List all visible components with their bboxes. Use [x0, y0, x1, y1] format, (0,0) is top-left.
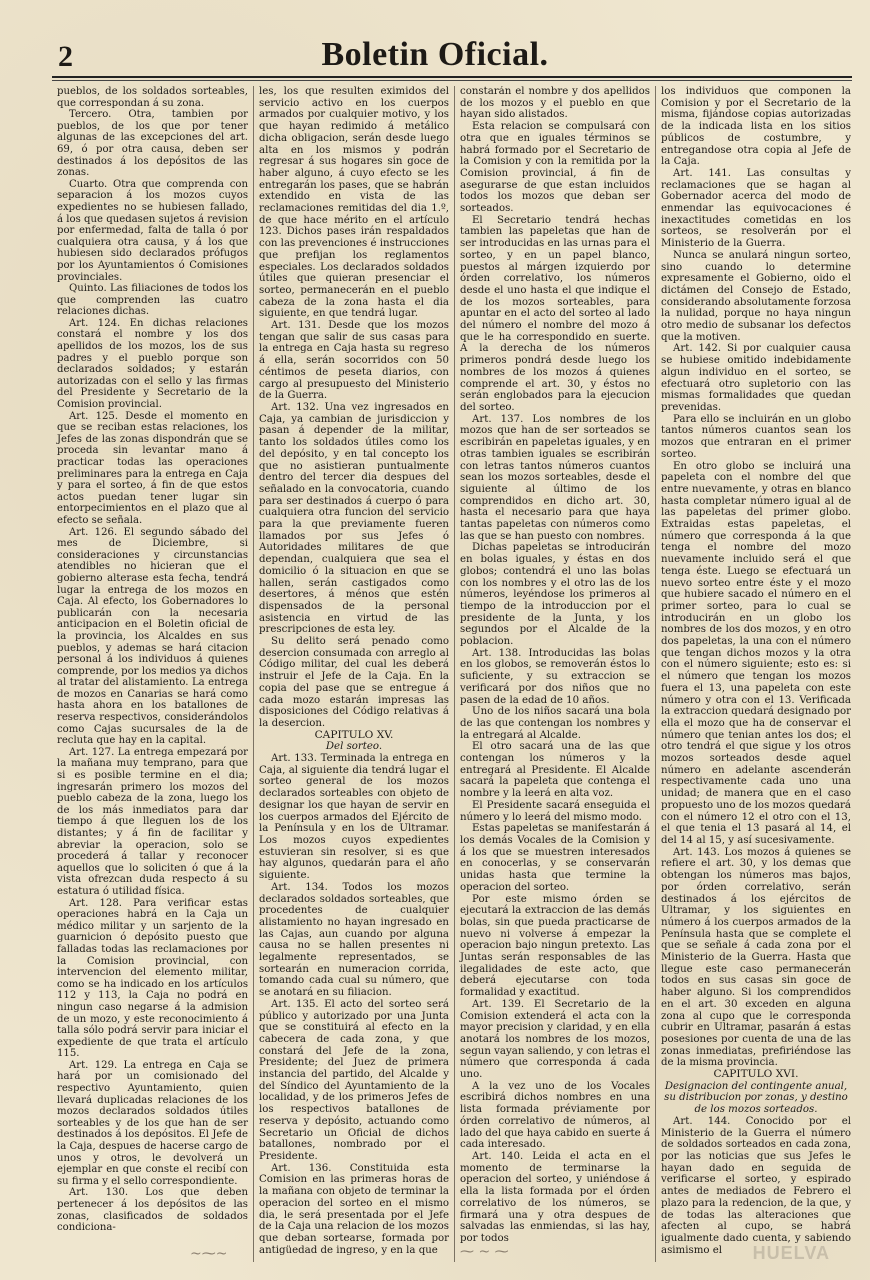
chapter-heading: CAPITULO XV. [314, 728, 394, 741]
article-paragraph: Art. 130. Los que deben pertenecer á los depósitos de las zonas, clasificados de soldados condiciona- [57, 1187, 248, 1234]
article-paragraph: Art. 143. Los mozos á quienes se refiere el art. 30, y los demas que obtengan los números mas bajos, por órden correlativo, serán destinados á los ejércitos de Ultramar, y los siguientes en número á los cuerpos armados de la Península hasta que se complete el que se señale á cada zona por el Ministerio de la Guerra. Hasta que llegue este caso permanecerán todos en sus casas sin goce de haber alguno. Si los comprendidos en el art. 30 exceden en alguna zona al cupo que le corresponda cubrir en Ultramar, pasarán á estas posesiones por cuenta de una de las zonas inmediatas, prefiriéndose las de la misma provincia. [661, 846, 851, 1069]
chapter-heading: CAPITULO XVI. [713, 1068, 799, 1081]
article-paragraph: Art. 132. Una vez ingresados en Caja, ya cambian de jurisdiccion y pasan á depender de la militar, tanto los soldados útiles como los del depósito, y en tal concepto los que no asistieran puntualmente dentro del tercer dia despues del señalado en la convocatoria, cuando para ser destinados á cuerpo ó para cualquiera otra funcion del servicio para la que previamente fueren llamados por sus Jefes ó Autoridades militares de que dependan, cualquiera que sea el domicilio ó la situacion en que se hallen, serán castigados como desertores, á ménos que estén dispensados de la personal asistencia en virtud de las prescripciones de esta ley. [259, 401, 449, 636]
article-paragraph: Art. 129. La entrega en Caja se hará por un comisionado del respectivo Ayuntamiento, quien llevará duplicadas relaciones de los mozos declarados soldados útiles sorteables y de los que han de ser destinados á los depósitos. El Jefe de la Caja, despues de hacerse cargo de unos y otros, le devolverá un ejemplar en que conste el recibí con su firma y el sello correspondiente. [57, 1059, 248, 1187]
article-paragraph: pueblos, de los soldados sorteables, que correspondan á su zona. [57, 86, 248, 109]
article-paragraph: Art. 125. Desde el momento en que se reciban estas relaciones, los Jefes de las zonas dispondrán que se proceda sin levantar mano á practicar todas las operaciones preliminares para la entrega en Caja y para el sorteo, á fin de que estos actos puedan tener lugar sin entorpecimientos en el plazo que al efecto se señala. [57, 410, 248, 526]
article-paragraph: Art. 136. Constituida esta Comision en las primeras horas de la mañana con objeto de terminar la operacion del sorteo en el mismo dia, le será presentada por el Jefe de la Caja una relacion de los mozos que deban sortearse, formada por antigüedad de ingreso, y en la que [259, 1162, 449, 1256]
article-paragraph: Art. 135. El acto del sorteo será público y autorizado por una Junta que se constituirá al efecto en la cabecera de cada zona, y que constará del Jefe de la zona, Presidente; del Juez de primera instancia del partido, del Alcalde y del Síndico del Ayuntamiento de la localidad, y de los primeros Jefes de los respectivos batallones de reserva y depósito, actuando como Secretario un Oficial de dichos batallones, nombrado por el Presidente. [259, 998, 449, 1162]
chapter-subheading: Designacion del contingente anual, su distribucion por zonas, y destino de los mozos sorteados. [664, 1080, 848, 1116]
article-paragraph: Art. 131. Desde que los mozos tengan que salir de sus casas para la entrega en Caja hasta su regreso á ella, serán socorridos con 50 céntimos de peseta diarios, con cargo al presupuesto del Ministerio de la Guerra. [259, 320, 449, 402]
article-paragraph: Su delito será penado como desercion consumada con arreglo al Código militar, del cual les deberá instruir el Jefe de la Caja. En la copia del pase que se entregue á cada mozo estarán impresas las disposiciones del Código relativas á la desercion. [259, 636, 449, 729]
article-paragraph: Nunca se anulará ningun sorteo, sino cuando lo determine expresamente el Gobierno, oido el dictámen del Consejo de Estado, considerando absolutamente forzosa la nulidad, porque no haya ningun otro medio de subsanar los defectos que la motiven. [661, 249, 851, 343]
article-paragraph: Art. 124. En dichas relaciones constará el nombre y los dos apellidos de los mozos, los de sus padres y el pueblo porque son declarados soldados; y estarán autorizadas con el sello y las firmas del Presidente y Secretario de la Comision provincial. [57, 317, 248, 411]
article-paragraph: Dichas papeletas se introducirán en bolas iguales, y éstas en dos globos; contendrá el uno las bolas con los nombres y el otro las de los números, leyéndose los primeros al tiempo de la introduccion por el presidente de la Junta, y los segundos por el Alcalde de la poblacion. [460, 542, 650, 648]
article-paragraph: Por este mismo órden se ejecutará la extraccion de las demás bolas, sin que pueda practicarse de nuevo ni volverse á empezar la operacion bajo ningun pretexto. Las Juntas serán responsables de las ilegalidades de este acto, que deberá ejecutarse con toda formalidad y exactitud. [460, 893, 650, 999]
article-paragraph: Art. 126. El segundo sábado del mes de Diciembre, si consideraciones y circunstancias atendibles no hicieran que el gobierno alterase esta fecha, tendrá lugar la entrega de los mozos en Caja. Al efecto, los Gobernadores lo publicarán con la necesaria anticipacion en el Boletin oficial de la provincia, los Alcaldes en sus pueblos, y ademas se hará citacion personal á los individuos á quienes comprende, por los medios ya dichos al tratar del alistamiento. La entrega de mozos en Canarias se hará como hasta ahora en los batallones de reserva respectivos, considerándolos como Cajas sucursales de la de recluta que hay en la capital. [57, 526, 248, 747]
archive-watermark: HUELVA [752, 1243, 830, 1263]
column-3 [454, 86, 655, 1262]
text-columns [52, 86, 856, 1262]
article-paragraph: constarán el nombre y dos apellidos de los mozos y el pueblo en que hayan sido alistados. [460, 86, 650, 121]
article-paragraph: En otro globo se incluirá una papeleta con el nombre del que entre nuevamente, y otras en blanco hasta completar número igual al de las papeletas del primer globo. Extraidas estas papeletas, el número que corresponda á la que tenga el nombre del mozo nuevamente incluido será el que tenga éste. Luego se efectuará un nuevo sorteo entre éste y el mozo que hubiere sacado el número en el primer sorteo, para lo cual se introducirán en un globo los nombres de los dos mozos, y en otro dos papeletas, la una con el número que tengan dichos mozos y la otra con el número siguiente; esto es: si el número que tengan los mozos fuera el 13, una papeleta con este número y otra con el 13. Verificada la extraccion quedará designado por ella el mozo que ha de conservar el número que tenian antes los dos; el otro tendrá el que sigue y los otros mozos sorteados desde aquel número en adelante ascenderán respectivamente cada uno una unidad; de manera que en el caso propuesto uno de los mozos quedará con el número 12 el otro con el 13, el que tenia el 13 pasará al 14, el del 14 al 15, y así sucesivamente. [661, 460, 851, 846]
article-paragraph: Art. 133. Terminada la entrega en Caja, al siguiente dia tendrá lugar el sorteo general de los mozos declarados sorteables con objeto de designar los que hayan de servir en los cuerpos armados del Ejército de la Península y en los de Ultramar. Los mozos cuyos expedientes estuvieran sin resolver, si es que hay algunos, quedarán para el año siguiente. [259, 753, 449, 882]
article-paragraph: Art. 137. Los nombres de los mozos que han de ser sorteados se escribirán en papeletas iguales, y en otras tambien iguales se escribirán con letras tantos números cuantos sean los mozos sorteables, desde el siguiente al último de los comprendidos en dicho art. 30, hasta el necesario para que haya tantas papeletas con números como las que se han puesto con nombres. [460, 413, 650, 542]
column-4 [655, 86, 856, 1262]
article-paragraph: Art. 141. Las consultas y reclamaciones que se hagan al Gobernador acerca del modo de enmendar las equivocaciones é inexactitudes cometidas en los sorteos, se resolverán por el Ministerio de la Guerra. [661, 167, 851, 250]
article-paragraph: Cuarto. Otra que comprenda con separacion á los mozos cuyos expedientes no se hubiesen fallado, á los que quedasen sujetos á revision por enfermedad, falta de talla ó por cualquiera otra causa, y á los que hubiesen sido declarados prófugos por los Ayuntamientos ó Comisiones provinciales. [57, 178, 248, 283]
article-paragraph: Quinto. Las filiaciones de todos los que comprenden las cuatro relaciones dichas. [57, 283, 248, 318]
ink-mark-ornament: ⁓ ~ ⁓ [460, 1244, 509, 1260]
article-paragraph: Art. 127. La entrega empezará por la mañana muy temprano, para que si es posible termine en el dia; ingresarán primero los mozos del pueblo cabeza de la zona, luego los de los más inmediatos para dar tiempo á que lleguen los de los distantes; y á fin de facilitar y abreviar la operacion, solo se procederá á tallar y reconocer aquellos que lo soliciten ó que á la vista ofrezcan duda respecto á su estatura ó utilidad física. [57, 746, 248, 897]
article-paragraph: Art. 128. Para verificar estas operaciones habrá en la Caja un médico militar y un sarjento de la guarnicion ó depósito puesto que falladas todas las reclamaciones por la Comision provincial, con intervencion del elemento militar, como se ha indicado en los artículos 112 y 113, la Caja no podrá en ningun caso negarse á la admision de un mozo, y este reconocimiento á talla sólo podrá servir para iniciar el expediente de que trata el artículo 115. [57, 897, 248, 1060]
article-paragraph: los individuos que componen la Comision y por el Secretario de la misma, fijándose copias autorizadas de la indicada lista en los sitios públicos de costumbre, y entregandose otra copia al Jefe de la Caja. [661, 86, 851, 168]
article-paragraph: El otro sacará una de las que contengan los números y la entregará al Presidente. El Alcalde sacará la papeleta que contenga el nombre y la leerá en alta voz. [460, 741, 650, 800]
article-paragraph: Para ello se incluirán en un globo tantos números cuantos sean los mozos que entraran en el primer sorteo. [661, 413, 851, 460]
article-paragraph: Art. 140. Leida el acta en el momento de terminarse la operacion del sorteo, y uniéndose á ella la lista formada por el órden correlativo de los números, se firmará una y otra despues de salvadas las enmiendas, si las hay, por todos [460, 1150, 650, 1244]
article-paragraph: les, los que resulten eximidos del servicio activo en los cuerpos armados por cualquier motivo, y los que hayan redimido á metálico dicha obligacion, serán desde luego alta en los mismos y podrán regresar á sus hogares sin goce de haber alguno, á cuyo efecto se les entregarán los pases, que se habrán extendido en vista de las reclamaciones remitidas del dia 1.º, de que hace mérito en el artículo 123. Dichos pases irán respaldados con las prevenciones é instrucciones que prefijan los reglamentos especiales. Los declarados soldados útiles que quieran presenciar el sorteo, permanecerán en el pueblo cabeza de la zona hasta el dia siguiente, en que tendrá lugar. [259, 86, 449, 320]
page-number: 2 [58, 40, 73, 73]
article-paragraph: A la vez uno de los Vocales escribirá dichos nombres en una lista formada préviamente por órden correlativo de números, al lado del que haya cabido en suerte á cada interesado. [460, 1080, 650, 1151]
article-paragraph: Tercero. Otra, tambien por pueblos, de los que por tener algunas de las excepciones del art. 69, ó por otra causa, deben ser destinados á los depósitos de las zonas. [57, 109, 248, 179]
article-paragraph: Art. 138. Introducidas las bolas en los globos, se removerán éstos lo suficiente, y su extraccion se verificará por dos niños que no pasen de la edad de 10 años. [460, 647, 650, 706]
chapter-subheading: Del sorteo. [325, 741, 383, 753]
article-paragraph: Art. 144. Conocido por el Ministerio de la Guerra el número de soldados sorteados en cada zona, por las noticias que sus Jefes le hayan dado en seguida de verificarse el sorteo, y espirado antes de mediados de Febrero el plazo para la redencion, de la que, y de todas las alteraciones que afecten al cupo, se habrá igualmente dado cuenta, y sabiendo asimismo el [661, 1115, 851, 1256]
masthead-title: Boletin Oficial. [321, 36, 549, 73]
header-rule [52, 76, 852, 78]
article-paragraph: Art. 139. El Secretario de la Comision extenderá el acta con la mayor precision y claridad, y en ella anotará los nombres de los mozos, segun vayan saliendo, y con letras el número que corresponda á cada uno. [460, 998, 650, 1081]
article-paragraph: Estas papeletas se manifestarán á los demás Vocales de la Comision y á los que se muestren interesados en conocerlas, y se conservarán unidas hasta que termine la operacion del sorteo. [460, 823, 650, 893]
article-paragraph: El Presidente sacará enseguida el número y lo leerá del mismo modo. [460, 799, 650, 823]
header-rule-thin [52, 80, 852, 81]
article-paragraph: El Secretario tendrá hechas tambien las papeletas que han de ser introducidas en las urnas para el sorteo, y en un papel blanco, puestos al márgen izquierdo por órden correlativo, los números desde el uno hasta el que indique el de los mozos sorteables, para apuntar en el acto del sorteo al lado del número el nombre del mozo á que le ha correspondido en suerte. A la derecha de los números primeros pondrá desde luego los nombres de los mozos á quienes comprende el art. 30, y éstos no serán englobados para la ejecucion del sorteo. [460, 214, 650, 413]
column-2 [253, 86, 454, 1262]
article-paragraph: Art. 142. Si por cualquier causa se hubiese omitido indebidamente algun individuo en el sorteo, se efectuará otro supletorio con las mismas formalidades que quedan prevenidas. [661, 343, 851, 413]
column-1 [52, 86, 253, 1262]
article-paragraph: Uno de los niños sacará una bola de las que contengan los nombres y la entregará al Alcalde. [460, 706, 650, 741]
article-paragraph: Art. 134. Todos los mozos declarados soldados sorteables, que procedentes de cualquier alistamiento no hayan ingresado en las Cajas, aun cuando por alguna causa no se hallen presentes ni legalmente representados, se sortearán en numeracion corrida, tomando cada cual su número, que se anotará en su filiacion. [259, 881, 449, 999]
article-paragraph: Esta relacion se compulsará con otra que en iguales términos se habrá formado por el Secretario de la Comision y con la remitida por la Comision provincial, á fin de asegurarse de que estan incluidos todos los mozos que deban ser sorteados. [460, 121, 650, 215]
ink-mark-ornament: ~⁓~ [190, 1246, 228, 1262]
